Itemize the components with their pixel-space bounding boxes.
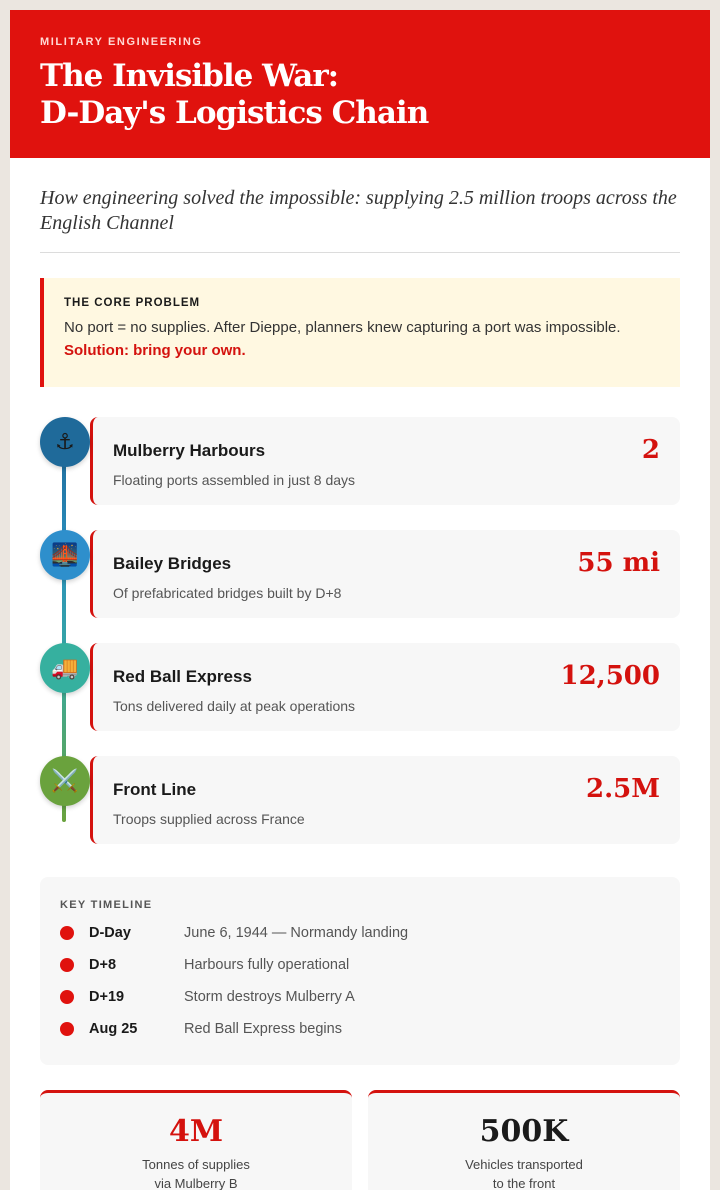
step-name: Red Ball Express: [113, 667, 252, 686]
timeline-dot-icon: [60, 926, 74, 940]
core-problem-text: No port = no supplies. After Dieppe, planners knew capturing a port was impossible.: [64, 319, 621, 336]
step-description: Tons delivered daily at peak operations: [113, 698, 356, 714]
timeline-what: Harbours fully operational: [184, 957, 350, 973]
step-name: Front Line: [113, 780, 197, 799]
timeline-when: D+8: [89, 957, 117, 973]
core-problem-solution: Solution: bring your own.: [64, 342, 246, 359]
chain-step-red-ball-express: [40, 643, 680, 731]
crossed-swords-icon: ⚔️: [40, 756, 90, 806]
stat-value: 500K: [479, 1114, 569, 1149]
timeline-when: D+19: [89, 989, 125, 1005]
timeline-dot-icon: [60, 1022, 74, 1036]
article-page: [10, 10, 710, 1190]
step-description: Floating ports assembled in just 8 days: [113, 472, 356, 488]
step-value: 2.5M: [585, 774, 660, 804]
timeline-what: Storm destroys Mulberry A: [184, 989, 355, 1005]
anchor-icon: ⚓: [40, 417, 90, 467]
step-name: Mulberry Harbours: [113, 441, 266, 460]
chain-step-card: [90, 417, 680, 505]
stat-label-line-2: to the front: [492, 1176, 556, 1190]
stat-label-line-1: Vehicles transported: [465, 1157, 583, 1172]
timeline-event: [60, 923, 660, 943]
timeline-what: Red Ball Express begins: [184, 1021, 342, 1037]
title-line-2: D-Day's Logistics Chain: [40, 95, 429, 131]
step-value: 2: [641, 435, 660, 465]
timeline-event: [60, 955, 660, 975]
truck-icon: 🚚: [40, 643, 90, 693]
timeline-label: KEY TIMELINE: [60, 899, 153, 911]
chain-step-mulberry-harbours: [40, 417, 680, 505]
chain-step-card: [90, 530, 680, 618]
timeline-dot-icon: [60, 958, 74, 972]
stat-label-line-1: Tonnes of supplies: [142, 1157, 250, 1172]
category-kicker: MILITARY ENGINEERING: [40, 36, 203, 48]
page-title: [40, 58, 680, 132]
key-timeline: [40, 877, 680, 1065]
step-description: Troops supplied across France: [113, 811, 305, 827]
stat-label: [40, 1155, 352, 1190]
timeline-event: [60, 987, 660, 1007]
article-content: [10, 186, 710, 1190]
hero-header: [10, 10, 710, 158]
chain-step-card: [90, 756, 680, 844]
stat-card-vehicles: [368, 1090, 680, 1190]
timeline-dot-icon: [60, 990, 74, 1004]
title-line-1: The Invisible War:: [40, 58, 339, 94]
stat-label-line-2: via Mulberry B: [154, 1176, 238, 1190]
step-value: 55 mi: [577, 548, 660, 578]
stat-value: 4M: [168, 1114, 224, 1149]
stats-row: [40, 1090, 680, 1190]
bridge-icon: 🌉: [40, 530, 90, 580]
core-problem-callout: [40, 278, 680, 387]
chain-step-bailey-bridges: [40, 530, 680, 618]
timeline-event: [60, 1019, 660, 1039]
subtitle: How engineering solved the impossible: supplying 2.5 million troops across the English Channel: [40, 186, 680, 253]
stat-card-supplies: [40, 1090, 352, 1190]
step-description: Of prefabricated bridges built by D+8: [113, 585, 342, 601]
step-value: 12,500: [560, 661, 660, 691]
chain-step-front-line: [40, 756, 680, 844]
logistics-chain: [40, 417, 680, 847]
chain-step-card: [90, 643, 680, 731]
timeline-what: June 6, 1944 — Normandy landing: [184, 925, 409, 941]
step-name: Bailey Bridges: [113, 554, 232, 573]
timeline-when: D-Day: [89, 925, 131, 941]
stat-label: [368, 1155, 680, 1190]
timeline-when: Aug 25: [89, 1021, 138, 1037]
core-problem-label: THE CORE PROBLEM: [64, 297, 201, 309]
